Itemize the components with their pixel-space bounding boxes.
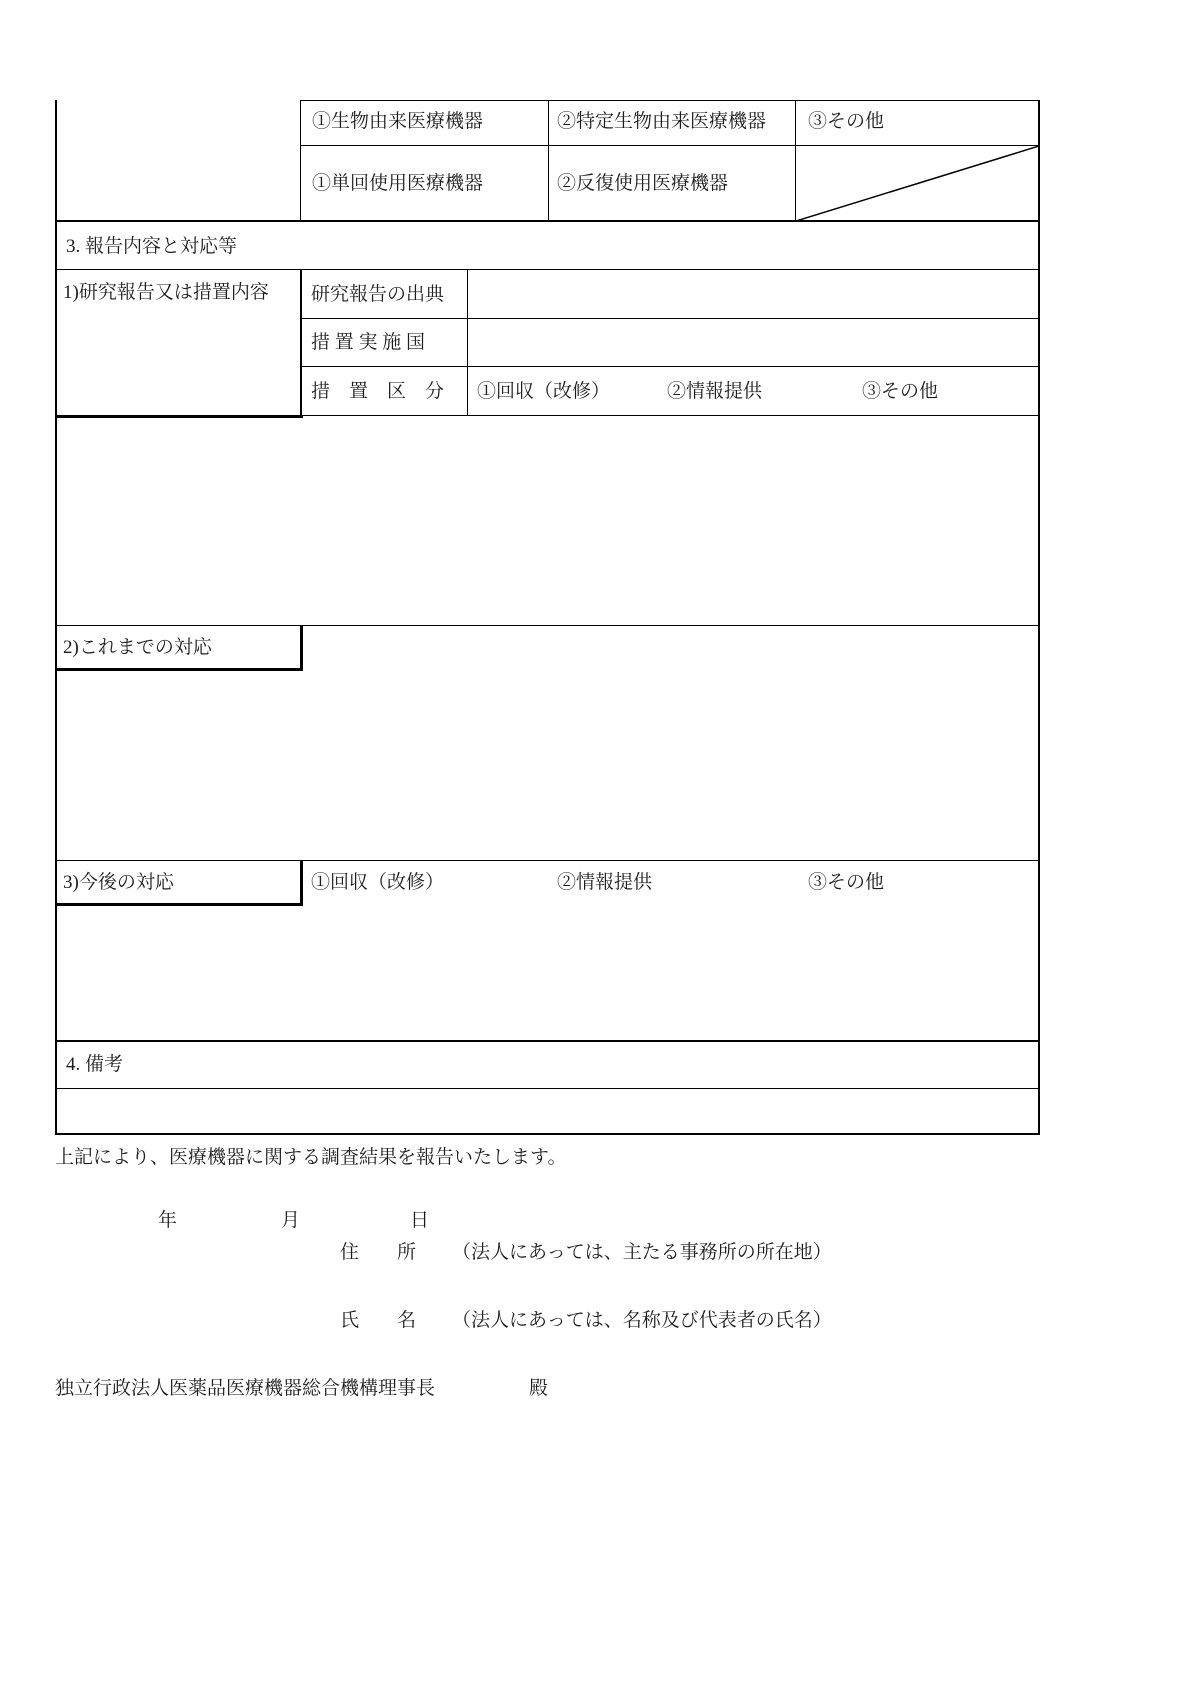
name-note: （法人にあっては、名称及び代表者の氏名） bbox=[452, 1310, 832, 1331]
measure-option-other: ③その他 bbox=[862, 381, 939, 402]
grid-line bbox=[55, 1040, 1040, 1042]
single-use-device-option: ①単回使用医療機器 bbox=[312, 173, 484, 194]
grid-line bbox=[55, 625, 1040, 626]
grid-line bbox=[300, 100, 301, 222]
section3-title: 3. 報告内容と対応等 bbox=[66, 236, 238, 257]
report-source-value-cell bbox=[468, 271, 1038, 318]
name-label: 氏 名 bbox=[340, 1310, 417, 1331]
date-year-label: 年 bbox=[158, 1210, 178, 1231]
future-option-other: ③その他 bbox=[808, 872, 885, 893]
grid-line bbox=[55, 1133, 1040, 1135]
date-day-label: 日 bbox=[410, 1210, 430, 1231]
diagonal-strike-line bbox=[796, 146, 1039, 221]
bio-device-option: ①生物由来医療機器 bbox=[312, 111, 484, 132]
future-option-recall: ①回収（改修） bbox=[311, 872, 445, 893]
measure-option-recall: ①回収（改修） bbox=[477, 381, 611, 402]
measure-country-label: 措 置 実 施 国 bbox=[311, 332, 426, 353]
closing-statement: 上記により、医療機器に関する調査結果を報告いたします。 bbox=[55, 1147, 567, 1168]
item3-label: 3)今後の対応 bbox=[63, 872, 174, 893]
grid-line bbox=[55, 269, 1040, 270]
measure-category-label: 措 置 区 分 bbox=[311, 381, 445, 402]
address-note: （法人にあっては、主たる事務所の所在地） bbox=[452, 1242, 832, 1263]
future-option-info: ②情報提供 bbox=[557, 872, 653, 893]
grid-line bbox=[300, 270, 302, 418]
future-response-area bbox=[57, 906, 1038, 1040]
report-detail-area bbox=[57, 418, 1038, 625]
date-month-label: 月 bbox=[281, 1210, 301, 1231]
section4-title: 4. 備考 bbox=[66, 1054, 124, 1075]
bio-other-option: ③その他 bbox=[808, 111, 885, 132]
report-source-label: 研究報告の出典 bbox=[311, 284, 445, 305]
item1-label: 1)研究報告又は措置内容 bbox=[63, 282, 269, 303]
grid-line bbox=[300, 366, 1039, 367]
address-label: 住 所 bbox=[340, 1242, 417, 1263]
reusable-device-option: ②反復使用医療機器 bbox=[557, 173, 729, 194]
recipient-title: 独立行政法人医薬品医療機器総合機構理事長 bbox=[55, 1378, 436, 1399]
measure-country-value-cell bbox=[468, 319, 1038, 366]
item2-label: 2)これまでの対応 bbox=[63, 637, 212, 658]
grid-line bbox=[548, 100, 549, 222]
grid-line bbox=[300, 625, 303, 671]
grid-line bbox=[55, 860, 1040, 861]
remarks-area bbox=[57, 1089, 1038, 1133]
measure-option-info: ②情報提供 bbox=[667, 381, 763, 402]
specified-bio-device-option: ②特定生物由来医療機器 bbox=[557, 111, 767, 132]
recipient-honorific: 殿 bbox=[529, 1378, 549, 1399]
grid-line bbox=[300, 860, 303, 906]
grid-line bbox=[300, 100, 1039, 101]
grid-line bbox=[1038, 100, 1040, 1135]
past-response-area bbox=[57, 671, 1038, 860]
